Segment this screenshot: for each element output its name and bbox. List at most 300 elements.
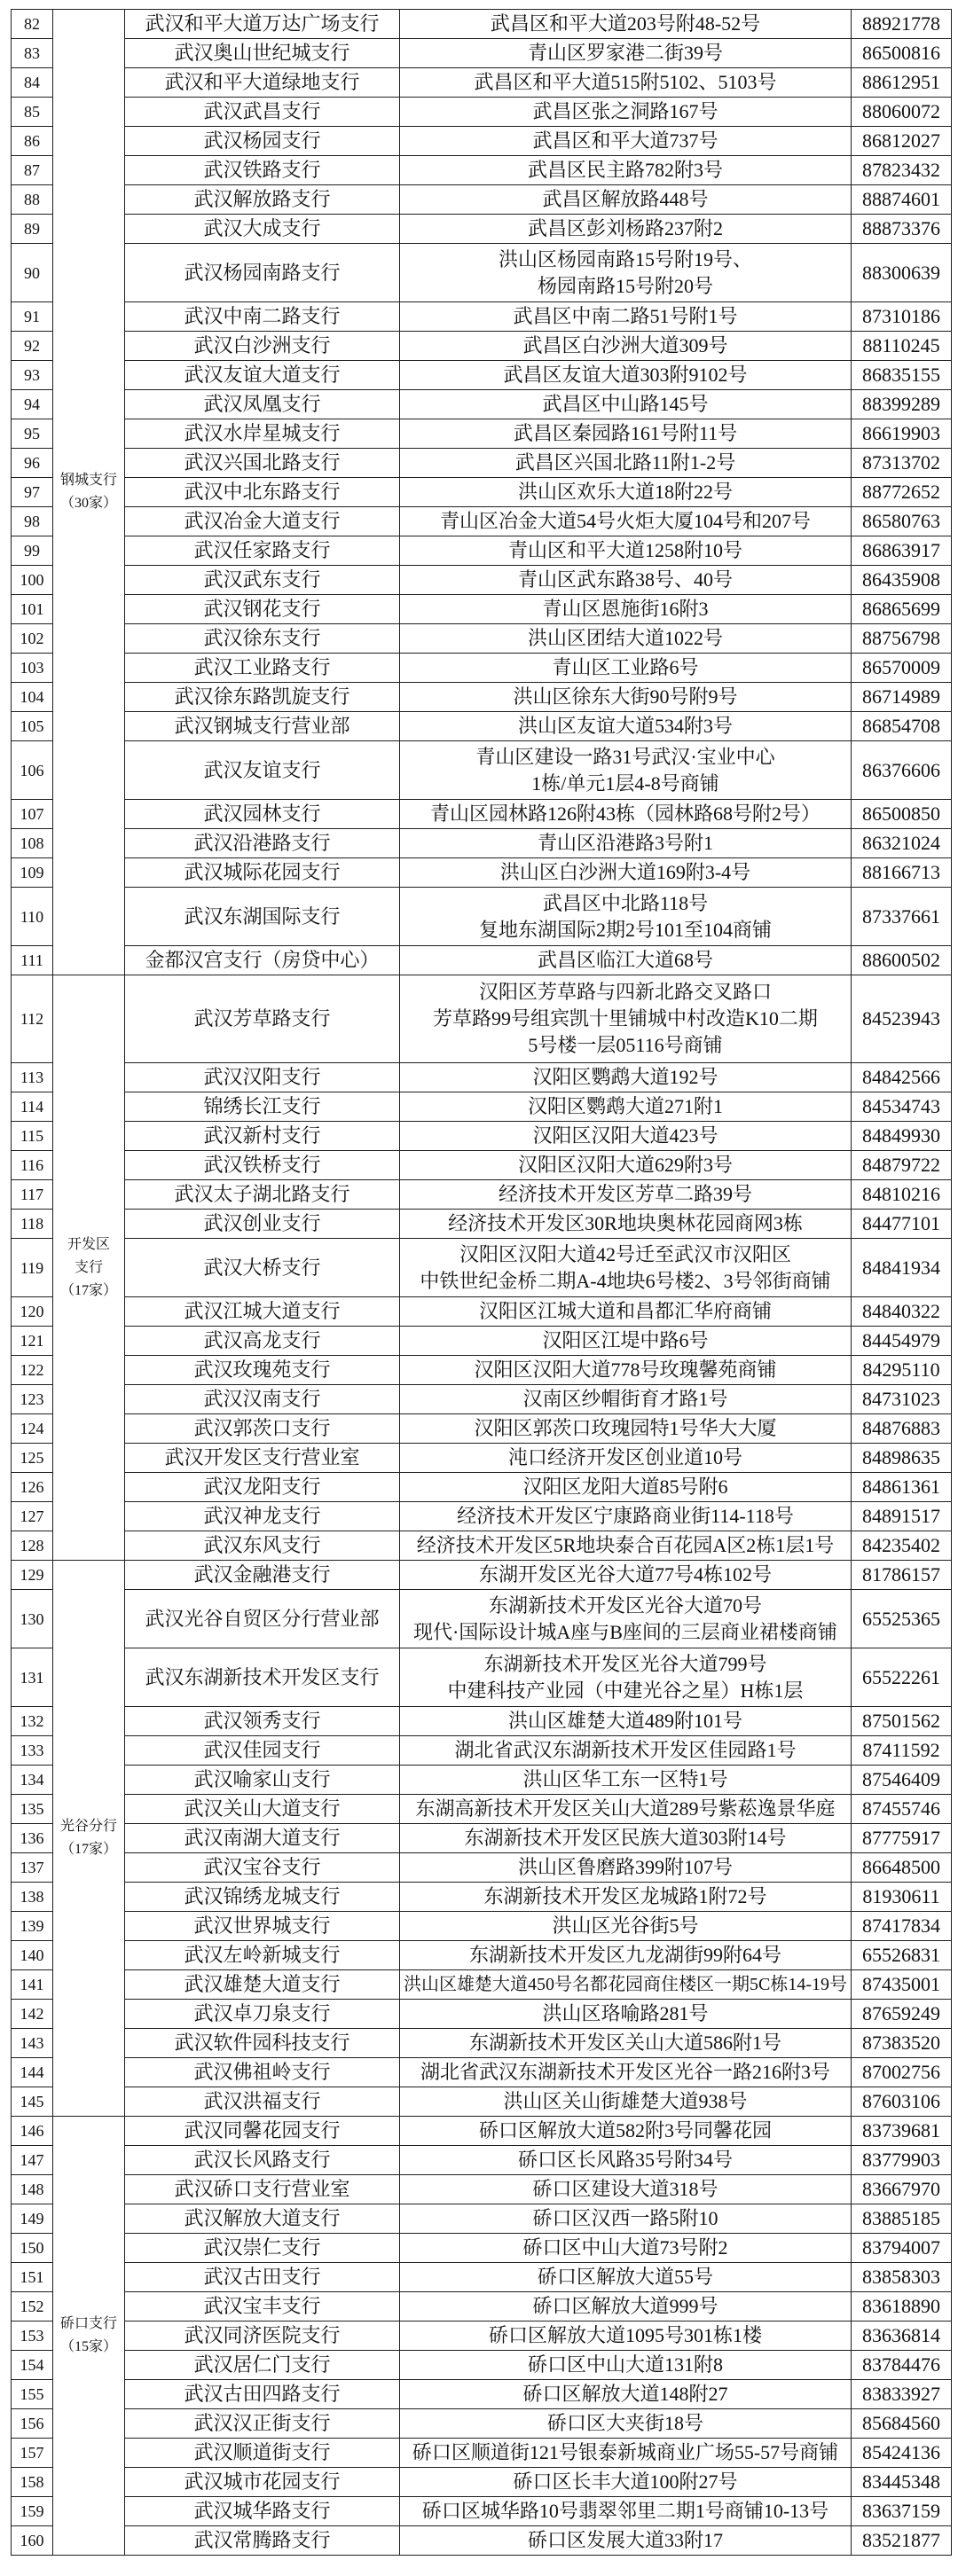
phone-cell bbox=[852, 1444, 951, 1472]
row-number: 145 bbox=[20, 2093, 44, 2110]
phone-number: 83521877 bbox=[862, 2529, 940, 2551]
address-cell bbox=[400, 2234, 851, 2262]
address: 经济技术开发区芳草二路39号 bbox=[498, 1183, 752, 1205]
row-number-cell bbox=[12, 946, 52, 975]
row-number: 106 bbox=[20, 761, 44, 779]
row-number: 154 bbox=[20, 2356, 44, 2374]
branch-name: 武汉佳园支行 bbox=[203, 1739, 321, 1761]
branch-name: 武汉武东支行 bbox=[203, 568, 321, 591]
address-cell bbox=[400, 244, 851, 301]
address-line: 汉阳区汉阳大道42号迁至武汉市汉阳区 bbox=[459, 1242, 791, 1265]
branch-name: 武汉城际花园支行 bbox=[184, 861, 341, 883]
row-number-cell bbox=[12, 2234, 52, 2262]
address-cell bbox=[400, 1561, 851, 1589]
phone-number: 88921778 bbox=[862, 12, 940, 35]
phone-number: 84842566 bbox=[862, 1066, 940, 1088]
address-cell bbox=[400, 1941, 851, 1969]
address: 洪山区华工东一区特1号 bbox=[522, 1768, 728, 1790]
phone-number: 86648500 bbox=[862, 1856, 940, 1878]
branch-name-cell bbox=[125, 1970, 399, 1999]
row-number-cell bbox=[12, 1561, 52, 1589]
phone-number: 86435908 bbox=[862, 568, 940, 591]
group-cell bbox=[53, 975, 124, 1560]
phone-number: 87659249 bbox=[862, 2002, 940, 2024]
address-line: 1栋/单元1层4-8号商铺 bbox=[531, 771, 719, 795]
address-cell bbox=[400, 2468, 851, 2496]
row-number-cell bbox=[12, 2058, 52, 2087]
row-number-cell bbox=[12, 2263, 52, 2291]
branch-name: 武汉雄楚大道支行 bbox=[184, 1973, 341, 1995]
branch-name-cell bbox=[125, 361, 399, 389]
phone-cell bbox=[852, 185, 951, 214]
branch-name-cell bbox=[125, 1941, 399, 1969]
row-number-cell bbox=[12, 332, 52, 360]
branch-name: 武汉神龙支行 bbox=[203, 1505, 321, 1527]
branch-name-cell bbox=[125, 127, 399, 155]
address-cell bbox=[400, 2029, 851, 2057]
row-number: 87 bbox=[24, 161, 40, 179]
phone-number: 88300639 bbox=[862, 261, 940, 284]
branch-name-cell bbox=[125, 2000, 399, 2028]
address-cell bbox=[400, 1648, 851, 1706]
phone-number: 87455746 bbox=[862, 1797, 940, 1820]
row-number-cell bbox=[12, 1385, 52, 1413]
row-number: 150 bbox=[20, 2239, 44, 2257]
row-number: 135 bbox=[20, 1800, 44, 1818]
address-cell bbox=[400, 1356, 851, 1384]
branch-name: 武汉龙阳支行 bbox=[203, 1476, 321, 1498]
address-cell bbox=[400, 390, 851, 419]
branch-name-cell bbox=[125, 332, 399, 360]
phone-cell bbox=[852, 975, 951, 1062]
row-number: 104 bbox=[20, 688, 44, 706]
address-cell bbox=[400, 2439, 851, 2467]
row-number-cell bbox=[12, 302, 52, 331]
phone-cell bbox=[852, 1092, 951, 1121]
branch-name-cell bbox=[125, 2409, 399, 2438]
branch-name: 武汉左岭新城支行 bbox=[184, 1944, 341, 1966]
phone-number: 88600502 bbox=[862, 949, 940, 971]
phone-cell bbox=[852, 2146, 951, 2174]
branch-name-cell bbox=[125, 1590, 399, 1648]
address: 武昌区中山路145号 bbox=[542, 393, 709, 415]
branch-name-cell bbox=[125, 2146, 399, 2174]
address-line: 现代·国际设计城A座与B座间的三层商业裙楼商铺 bbox=[413, 1620, 837, 1643]
branch-name-cell bbox=[125, 2439, 399, 2467]
row-number: 84 bbox=[24, 74, 40, 91]
row-number: 137 bbox=[20, 1859, 44, 1876]
branch-name: 武汉和平大道绿地支行 bbox=[164, 71, 360, 93]
row-number: 124 bbox=[20, 1420, 44, 1437]
phone-cell bbox=[852, 1883, 951, 1911]
address: 硚口区长丰大道100附27号 bbox=[513, 2470, 738, 2493]
phone-number: 88110245 bbox=[862, 334, 940, 356]
phone-cell bbox=[852, 1707, 951, 1735]
row-number-cell bbox=[12, 1444, 52, 1472]
row-number: 160 bbox=[20, 2532, 44, 2549]
row-number-cell bbox=[12, 1239, 52, 1296]
row-number-cell bbox=[12, 1210, 52, 1238]
phone-cell bbox=[852, 1590, 951, 1648]
address: 汉阳区郭茨口玫瑰园特1号华大大厦 bbox=[474, 1417, 777, 1439]
phone-cell bbox=[852, 2409, 951, 2438]
address: 经济技术开发区宁康路商业街114-118号 bbox=[457, 1505, 794, 1527]
phone-cell bbox=[852, 68, 951, 97]
phone-cell bbox=[852, 654, 951, 682]
address-cell bbox=[400, 2263, 851, 2291]
address-cell bbox=[400, 975, 851, 1062]
row-number: 91 bbox=[24, 308, 40, 325]
row-number: 121 bbox=[20, 1332, 44, 1350]
row-number-cell bbox=[12, 2526, 52, 2555]
branch-name: 武汉水岸星城支行 bbox=[184, 422, 341, 444]
row-number: 125 bbox=[20, 1449, 44, 1467]
row-number-cell bbox=[12, 1122, 52, 1150]
group-count: （17家） bbox=[59, 1282, 117, 1298]
phone-number: 83618890 bbox=[862, 2295, 940, 2317]
row-number-cell bbox=[12, 1795, 52, 1823]
phone-number: 83885185 bbox=[862, 2207, 940, 2229]
address: 武昌区中南二路51号附1号 bbox=[513, 305, 738, 327]
row-number-cell bbox=[12, 654, 52, 682]
branch-name: 武汉长风路支行 bbox=[193, 2149, 331, 2171]
row-number-cell bbox=[12, 68, 52, 97]
phone-cell bbox=[852, 39, 951, 67]
row-number: 94 bbox=[24, 395, 40, 413]
phone-cell bbox=[852, 2029, 951, 2057]
row-number: 127 bbox=[20, 1507, 44, 1525]
phone-cell bbox=[852, 2087, 951, 2116]
address-cell bbox=[400, 2380, 851, 2408]
phone-cell bbox=[852, 2000, 951, 2028]
branch-name-cell bbox=[125, 1444, 399, 1472]
address-cell bbox=[400, 478, 851, 506]
branch-name: 武汉锦绣龙城支行 bbox=[184, 1885, 341, 1907]
address: 武昌区友谊大道303附9102号 bbox=[503, 364, 748, 386]
phone-number: 84295110 bbox=[862, 1358, 940, 1381]
branch-name: 武汉金融港支行 bbox=[193, 1563, 331, 1586]
branch-name-cell bbox=[125, 2322, 399, 2350]
phone-cell bbox=[852, 98, 951, 126]
branch-name-cell bbox=[125, 390, 399, 419]
address: 洪山区友谊大道534附3号 bbox=[517, 715, 733, 737]
address-cell bbox=[400, 68, 851, 97]
address-cell bbox=[400, 2409, 851, 2438]
phone-number: 84876883 bbox=[862, 1417, 940, 1439]
row-number: 113 bbox=[20, 1069, 44, 1086]
row-number: 109 bbox=[20, 864, 44, 881]
phone-number: 84454979 bbox=[862, 1329, 940, 1351]
phone-number: 84810216 bbox=[862, 1183, 940, 1205]
row-number: 96 bbox=[24, 454, 40, 472]
branch-name: 武汉汉阳支行 bbox=[203, 1066, 321, 1088]
row-number-cell bbox=[12, 2000, 52, 2028]
phone-cell bbox=[852, 1210, 951, 1238]
phone-number: 65522261 bbox=[862, 1665, 940, 1688]
row-number: 108 bbox=[20, 834, 44, 852]
phone-cell bbox=[852, 566, 951, 594]
row-number-cell bbox=[12, 39, 52, 67]
phone-number: 65526831 bbox=[862, 1944, 940, 1966]
address: 硚口区中山大道73号附2 bbox=[522, 2236, 728, 2259]
row-number-cell bbox=[12, 712, 52, 740]
row-number-cell bbox=[12, 1180, 52, 1209]
phone-number: 84840322 bbox=[862, 1300, 940, 1322]
phone-cell bbox=[852, 624, 951, 653]
address: 汉阳区汉阳大道778号玫瑰馨苑商铺 bbox=[474, 1358, 777, 1381]
address: 硚口区解放大道148附27 bbox=[522, 2383, 728, 2405]
address: 武昌区兴国北路11附1-2号 bbox=[514, 451, 736, 474]
address-cell bbox=[400, 1531, 851, 1560]
branch-name-cell bbox=[125, 1414, 399, 1443]
row-number-cell bbox=[12, 2468, 52, 2496]
row-number-cell bbox=[12, 741, 52, 799]
address: 汉阳区汉阳大道629附3号 bbox=[517, 1154, 733, 1176]
row-number-cell bbox=[12, 1648, 52, 1706]
address: 青山区工业路6号 bbox=[552, 656, 699, 678]
branch-name: 武汉同馨花园支行 bbox=[184, 2119, 341, 2141]
address: 武昌区秦园路161号附11号 bbox=[513, 422, 738, 444]
phone-number: 87411592 bbox=[862, 1739, 940, 1761]
address: 武昌区临江大道68号 bbox=[537, 949, 713, 971]
branch-name: 武汉城市花园支行 bbox=[184, 2470, 341, 2493]
row-number-cell bbox=[12, 1092, 52, 1121]
branch-name: 武汉铁桥支行 bbox=[203, 1154, 321, 1176]
branch-name: 武汉武昌支行 bbox=[203, 100, 321, 122]
branch-name-cell bbox=[125, 2380, 399, 2408]
row-number-cell bbox=[12, 1736, 52, 1765]
row-number-cell bbox=[12, 2204, 52, 2233]
branch-name-cell bbox=[125, 1912, 399, 1940]
address: 硚口区中山大道131附8 bbox=[527, 2353, 723, 2376]
address-cell bbox=[400, 946, 851, 975]
address-cell bbox=[400, 858, 851, 887]
branch-name-cell bbox=[125, 1356, 399, 1384]
phone-cell bbox=[852, 2292, 951, 2321]
branch-name-cell bbox=[125, 946, 399, 975]
address: 硚口区建设大道318号 bbox=[532, 2178, 718, 2200]
row-number-cell bbox=[12, 390, 52, 419]
row-number: 92 bbox=[24, 337, 40, 355]
phone-cell bbox=[852, 888, 951, 945]
address: 硚口区发展大道33附17 bbox=[527, 2529, 723, 2551]
address: 洪山区欢乐大道18附22号 bbox=[517, 481, 733, 503]
row-number: 129 bbox=[20, 1566, 44, 1584]
address-cell bbox=[400, 185, 851, 214]
branch-name-cell bbox=[125, 1707, 399, 1735]
branch-name-cell bbox=[125, 2058, 399, 2087]
phone-cell bbox=[852, 2322, 951, 2350]
address-cell bbox=[400, 741, 851, 799]
address-cell bbox=[400, 332, 851, 360]
row-number: 142 bbox=[20, 2005, 44, 2023]
address-cell bbox=[400, 800, 851, 828]
branch-name: 武汉世界城支行 bbox=[193, 1914, 331, 1937]
address-cell bbox=[400, 1970, 851, 1999]
address: 东湖高新技术开发区关山大道289号紫菘逸景华庭 bbox=[415, 1797, 836, 1820]
row-number: 156 bbox=[20, 2415, 44, 2432]
branch-name-cell bbox=[125, 1824, 399, 1852]
branch-name: 武汉汉正街支行 bbox=[193, 2412, 331, 2434]
branch-name: 武汉大成支行 bbox=[203, 217, 321, 239]
row-number-cell bbox=[12, 1473, 52, 1501]
address: 东湖新技术开发区九龙湖街99附64号 bbox=[468, 1944, 781, 1966]
address: 武昌区彭刘杨路237附2 bbox=[527, 217, 723, 239]
branch-name: 武汉崇仁支行 bbox=[203, 2236, 321, 2259]
address-cell bbox=[400, 1473, 851, 1501]
phone-number: 83833927 bbox=[862, 2383, 940, 2405]
address: 沌口经济开发区创业道10号 bbox=[507, 1446, 742, 1468]
phone-number: 87603106 bbox=[862, 2090, 940, 2112]
phone-cell bbox=[852, 2526, 951, 2555]
branch-name: 武汉杨园支行 bbox=[203, 129, 321, 152]
row-number: 136 bbox=[20, 1829, 44, 1847]
branch-name-cell bbox=[125, 419, 399, 448]
row-number-cell bbox=[12, 1970, 52, 1999]
row-number: 155 bbox=[20, 2385, 44, 2403]
address: 洪山区关山街雄楚大道938号 bbox=[503, 2090, 748, 2112]
address-cell bbox=[400, 2351, 851, 2379]
phone-cell bbox=[852, 683, 951, 711]
phone-number: 87546409 bbox=[862, 1768, 940, 1790]
group-cell bbox=[53, 2117, 124, 2555]
branch-name: 金都汉宫支行（房贷中心） bbox=[145, 949, 380, 971]
address-cell bbox=[400, 361, 851, 389]
branch-name: 武汉东风支行 bbox=[203, 1534, 321, 1556]
phone-number: 86714989 bbox=[862, 685, 940, 708]
phone-cell bbox=[852, 1356, 951, 1384]
phone-cell bbox=[852, 1941, 951, 1969]
branch-name-cell bbox=[125, 712, 399, 740]
branch-name-cell bbox=[125, 10, 399, 38]
row-number: 112 bbox=[20, 1010, 44, 1028]
branch-table bbox=[11, 9, 952, 2556]
row-number-cell bbox=[12, 507, 52, 536]
branch-name: 武汉园林支行 bbox=[203, 803, 321, 825]
phone-number: 84523943 bbox=[862, 1007, 940, 1030]
branch-name: 武汉常腾路支行 bbox=[193, 2529, 331, 2551]
row-number-cell bbox=[12, 888, 52, 945]
row-number: 118 bbox=[20, 1215, 44, 1233]
branch-name-cell bbox=[125, 566, 399, 594]
branch-name: 武汉软件园科技支行 bbox=[174, 2032, 350, 2054]
phone-number: 88874601 bbox=[862, 188, 940, 210]
row-number: 95 bbox=[24, 425, 40, 442]
address-line: 武昌区中北路118号 bbox=[542, 891, 709, 914]
phone-number: 87417834 bbox=[862, 1914, 940, 1937]
branch-name: 武汉城华路支行 bbox=[193, 2500, 331, 2522]
address: 硚口区顺道街121号银泰新城商业广场55-57号商铺 bbox=[412, 2441, 839, 2463]
address: 硚口区汉西一路5附10 bbox=[532, 2207, 718, 2229]
phone-cell bbox=[852, 1473, 951, 1501]
phone-cell bbox=[852, 1122, 951, 1150]
branch-name-cell bbox=[125, 302, 399, 331]
phone-cell bbox=[852, 800, 951, 828]
phone-number: 85424136 bbox=[862, 2441, 940, 2463]
row-number-cell bbox=[12, 829, 52, 857]
address-cell bbox=[400, 683, 851, 711]
branch-name: 武汉洪福支行 bbox=[203, 2090, 321, 2112]
row-number-cell bbox=[12, 2409, 52, 2438]
row-number: 157 bbox=[20, 2444, 44, 2462]
row-number-cell bbox=[12, 215, 52, 243]
phone-cell bbox=[852, 1853, 951, 1882]
address: 东湖新技术开发区龙城路1附72号 bbox=[483, 1885, 767, 1907]
address-cell bbox=[400, 1824, 851, 1852]
branch-name: 武汉杨园南路支行 bbox=[184, 261, 341, 284]
branch-name-cell bbox=[125, 2087, 399, 2116]
branch-name-cell bbox=[125, 1063, 399, 1092]
phone-number: 87501562 bbox=[862, 1710, 940, 1732]
group-count: （17家） bbox=[59, 1842, 117, 1857]
branch-name-cell bbox=[125, 1883, 399, 1911]
row-number: 90 bbox=[24, 263, 40, 282]
row-number-cell bbox=[12, 361, 52, 389]
row-number-cell bbox=[12, 1912, 52, 1940]
group-count: （15家） bbox=[59, 2339, 117, 2354]
phone-number: 87313702 bbox=[862, 451, 940, 474]
branch-name: 武汉创业支行 bbox=[203, 1212, 321, 1234]
phone-cell bbox=[852, 2175, 951, 2204]
branch-name: 武汉古田四路支行 bbox=[184, 2383, 341, 2405]
row-number-cell bbox=[12, 10, 52, 38]
row-number: 131 bbox=[20, 1668, 44, 1687]
phone-number: 88399289 bbox=[862, 393, 940, 415]
phone-number: 86580763 bbox=[862, 510, 940, 532]
phone-cell bbox=[852, 10, 951, 38]
row-number: 126 bbox=[20, 1478, 44, 1496]
row-number: 117 bbox=[20, 1186, 44, 1203]
address-cell bbox=[400, 1912, 851, 1940]
group-name: 开发区 bbox=[67, 1236, 110, 1252]
branch-name-cell bbox=[125, 2117, 399, 2145]
row-number-cell bbox=[12, 1327, 52, 1355]
branch-name-cell bbox=[125, 68, 399, 97]
branch-name-cell bbox=[125, 536, 399, 565]
address: 东湖新技术开发区民族大道303附14号 bbox=[464, 1827, 787, 1849]
branch-name-cell bbox=[125, 975, 399, 1062]
row-number: 105 bbox=[20, 717, 44, 735]
phone-number: 83636814 bbox=[862, 2324, 940, 2346]
branch-name: 武汉同济医院支行 bbox=[184, 2324, 341, 2346]
branch-name: 武汉宝丰支行 bbox=[203, 2295, 321, 2317]
address-line: 东湖新技术开发区光谷大道70号 bbox=[488, 1593, 762, 1617]
row-number: 153 bbox=[20, 2327, 44, 2345]
branch-name-cell bbox=[125, 2497, 399, 2525]
address-cell bbox=[400, 1239, 851, 1296]
branch-name-cell bbox=[125, 39, 399, 67]
branch-name: 武汉徐东路凯旋支行 bbox=[174, 685, 350, 708]
address: 硚口区城华路10号翡翠邻里二期1号商铺10-13号 bbox=[421, 2500, 829, 2522]
branch-name-cell bbox=[125, 2292, 399, 2321]
row-number-cell bbox=[12, 185, 52, 214]
phone-cell bbox=[852, 302, 951, 331]
phone-cell bbox=[852, 478, 951, 506]
address-cell bbox=[400, 10, 851, 38]
address-cell bbox=[400, 1853, 851, 1882]
branch-name: 武汉中南二路支行 bbox=[184, 305, 341, 327]
address: 武昌区民主路782附3号 bbox=[527, 159, 723, 181]
branch-name: 武汉铁路支行 bbox=[203, 159, 321, 181]
phone-cell bbox=[852, 1970, 951, 1999]
address-cell bbox=[400, 1883, 851, 1911]
row-number: 120 bbox=[20, 1303, 44, 1320]
address: 湖北省武汉东湖新技术开发区光谷一路216附3号 bbox=[420, 2061, 830, 2083]
row-number-cell bbox=[12, 244, 52, 301]
branch-name: 武汉东湖新技术开发区支行 bbox=[145, 1665, 380, 1688]
address-cell bbox=[400, 1444, 851, 1472]
address: 硚口区解放大道55号 bbox=[537, 2266, 713, 2288]
